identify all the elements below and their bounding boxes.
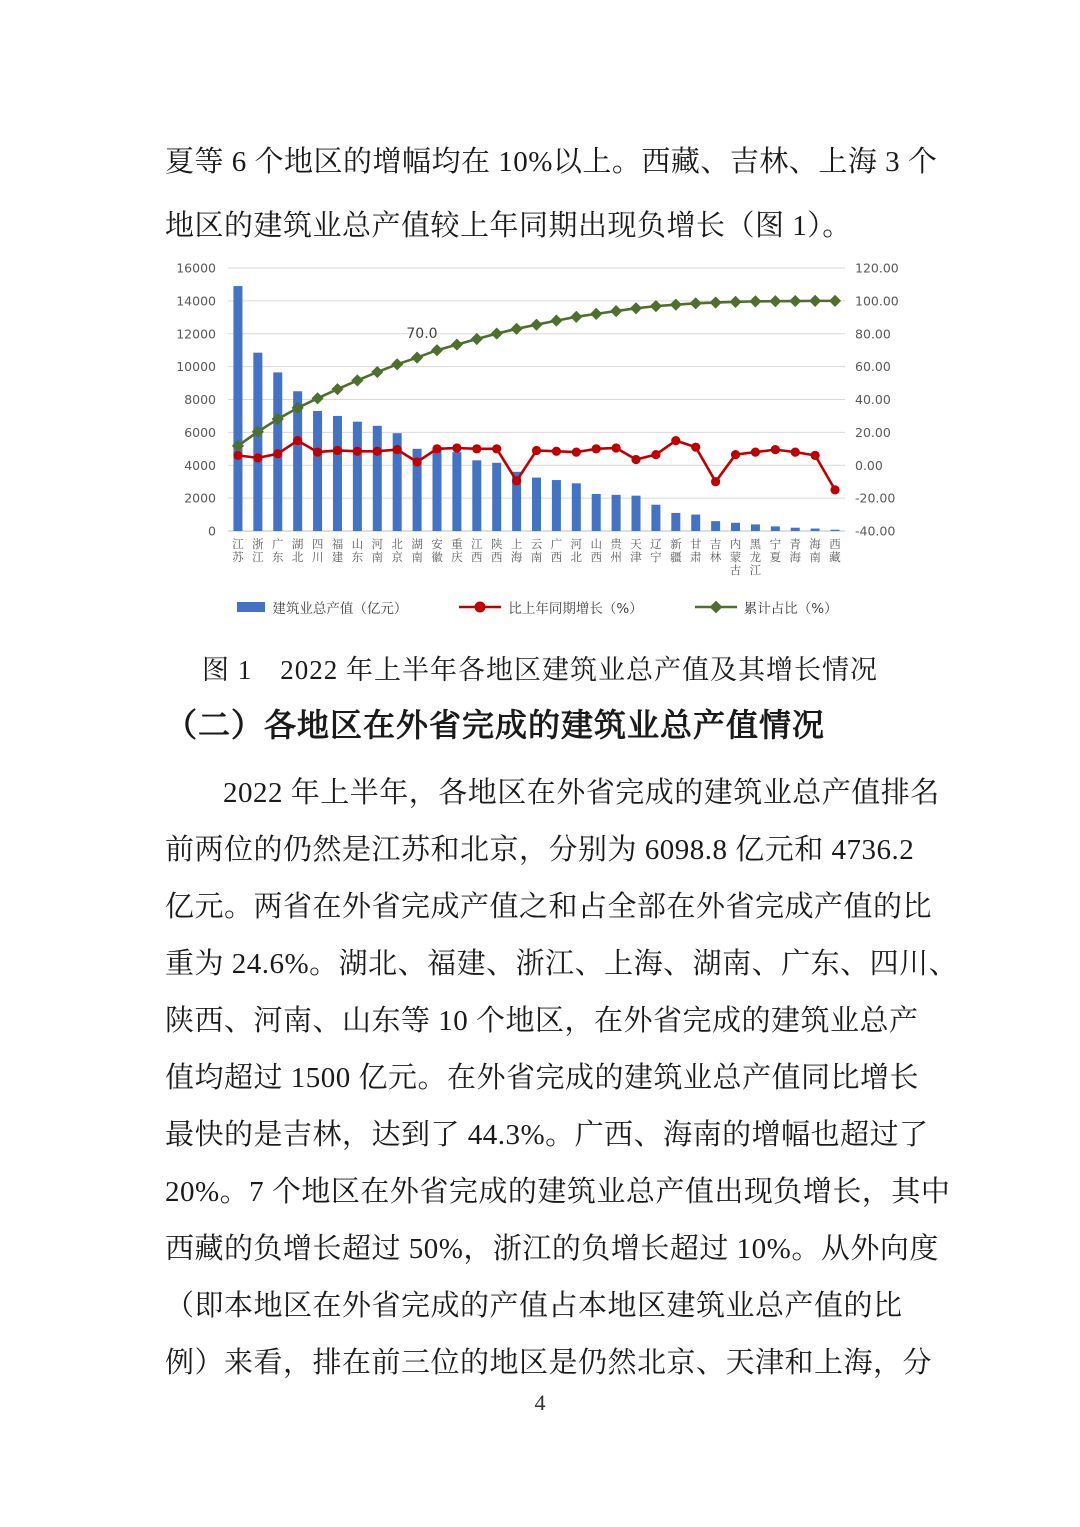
svg-text:-40.00: -40.00 <box>855 523 896 539</box>
body-paragraph <box>165 765 959 1392</box>
svg-text:吉林: 吉林 <box>709 537 722 564</box>
legend-item-growth <box>459 597 642 617</box>
cumulative-line-series <box>232 295 841 452</box>
svg-text:山西: 山西 <box>590 537 602 564</box>
body-line: 重为 24.6%。湖北、福建、浙江、上海、湖南、广东、四川、 <box>165 948 959 980</box>
svg-text:广西: 广西 <box>550 537 563 564</box>
cumulative-data-label: 70.0 <box>406 326 438 343</box>
figure-chart <box>150 256 925 628</box>
intro-paragraph <box>165 130 938 258</box>
svg-text:4000: 4000 <box>184 457 216 473</box>
intro-line: 地区的建筑业总产值较上年同期出现负增长（图 1）。 <box>165 210 852 242</box>
intro-line: 夏等 6 个地区的增幅均在 10%以上。西藏、吉林、上海 3 个 <box>165 146 938 178</box>
svg-text:60.00: 60.00 <box>855 359 891 375</box>
svg-text:湖北: 湖北 <box>291 537 304 564</box>
svg-text:海南: 海南 <box>809 537 821 564</box>
line-diamond-swatch-icon <box>695 600 737 614</box>
svg-text:四川: 四川 <box>311 537 324 564</box>
svg-text:广东: 广东 <box>272 537 284 564</box>
svg-text:20.00: 20.00 <box>855 424 891 440</box>
svg-text:10000: 10000 <box>176 359 216 375</box>
figure-caption: 图 1 2022 年上半年各地区建筑业总产值及其增长情况 <box>202 655 878 685</box>
line-circle-swatch-icon <box>459 600 501 614</box>
svg-text:山东: 山东 <box>351 537 364 564</box>
section-heading: （二）各地区在外省完成的建筑业总产值情况 <box>165 707 826 743</box>
legend-item-total-output <box>237 597 407 617</box>
svg-text:6000: 6000 <box>184 424 216 440</box>
body-line: 最快的是吉林，达到了 44.3%。广西、海南的增幅也超过了 <box>165 1119 929 1151</box>
legend-label: 建筑业总产值（亿元） <box>272 601 408 617</box>
body-line: 亿元。两省在外省完成产值之和占全部在外省完成产值的比 <box>165 891 933 923</box>
svg-text:100.00: 100.00 <box>855 293 899 309</box>
svg-text:江西: 江西 <box>471 537 483 564</box>
svg-text:辽宁: 辽宁 <box>650 537 662 564</box>
svg-text:-20.00: -20.00 <box>855 490 896 506</box>
svg-text:甘肃: 甘肃 <box>689 537 702 564</box>
svg-text:内蒙古: 内蒙古 <box>729 537 742 577</box>
body-line: 陕西、河南、山东等 10 个地区，在外省完成的建筑业总产 <box>165 1005 919 1037</box>
svg-text:河南: 河南 <box>371 537 384 564</box>
body-line: 2022 年上半年，各地区在外省完成的建筑业总产值排名 <box>223 777 940 809</box>
legend-item-cumulative <box>695 597 838 617</box>
svg-text:江苏: 江苏 <box>232 537 244 564</box>
svg-text:80.00: 80.00 <box>855 326 891 342</box>
svg-text:0.00: 0.00 <box>855 457 883 473</box>
svg-text:120.00: 120.00 <box>855 260 899 276</box>
svg-text:重庆: 重庆 <box>451 537 463 564</box>
svg-text:16000: 16000 <box>176 260 216 276</box>
chart-legend <box>150 597 925 617</box>
svg-text:安徽: 安徽 <box>431 537 443 564</box>
svg-text:40.00: 40.00 <box>855 392 891 407</box>
right-axis-labels <box>855 261 899 539</box>
body-line: （即本地区在外省完成的产值占本地区建筑业总产值的比 <box>165 1290 903 1322</box>
body-line: 值均超过 1500 亿元。在外省完成的建筑业总产值同比增长 <box>165 1062 920 1094</box>
body-line: 西藏的负增长超过 50%，浙江的负增长超过 10%。从外向度 <box>165 1233 939 1265</box>
svg-text:12000: 12000 <box>176 326 216 342</box>
svg-text:新疆: 新疆 <box>670 537 682 564</box>
page-number: 4 <box>534 1390 546 1415</box>
svg-text:黑龙江: 黑龙江 <box>749 537 762 577</box>
svg-text:湖南: 湖南 <box>411 537 423 564</box>
svg-text:福建: 福建 <box>331 537 344 564</box>
legend-label: 累计占比（%） <box>743 601 838 617</box>
svg-text:西藏: 西藏 <box>829 537 841 564</box>
svg-text:陕西: 陕西 <box>490 537 503 564</box>
svg-text:北京: 北京 <box>391 537 403 564</box>
body-line: 例）来看，排在前三位的地区是仍然北京、天津和上海，分 <box>165 1347 933 1379</box>
svg-text:贵州: 贵州 <box>610 537 622 564</box>
svg-text:浙江: 浙江 <box>252 537 264 564</box>
svg-text:云南: 云南 <box>530 537 543 564</box>
svg-text:天津: 天津 <box>630 537 642 564</box>
left-axis-labels <box>176 261 216 539</box>
svg-text:河北: 河北 <box>570 537 583 564</box>
body-line: 20%。7 个地区在外省完成的建筑业总产值出现负增长，其中 <box>165 1176 951 1208</box>
legend-label: 比上年同期增长（%） <box>508 601 643 617</box>
svg-text:宁夏: 宁夏 <box>769 537 782 564</box>
bar-swatch-icon <box>237 602 265 612</box>
svg-text:2000: 2000 <box>184 490 216 506</box>
svg-text:14000: 14000 <box>176 293 216 309</box>
x-axis-labels <box>232 537 841 577</box>
svg-text:青海: 青海 <box>789 537 801 564</box>
svg-text:8000: 8000 <box>184 392 216 407</box>
svg-text:上海: 上海 <box>510 537 523 564</box>
svg-text:0: 0 <box>208 523 216 539</box>
body-line: 前两位的仍然是江苏和北京，分别为 6098.8 亿元和 4736.2 <box>165 834 915 866</box>
chart-svg <box>150 256 925 591</box>
